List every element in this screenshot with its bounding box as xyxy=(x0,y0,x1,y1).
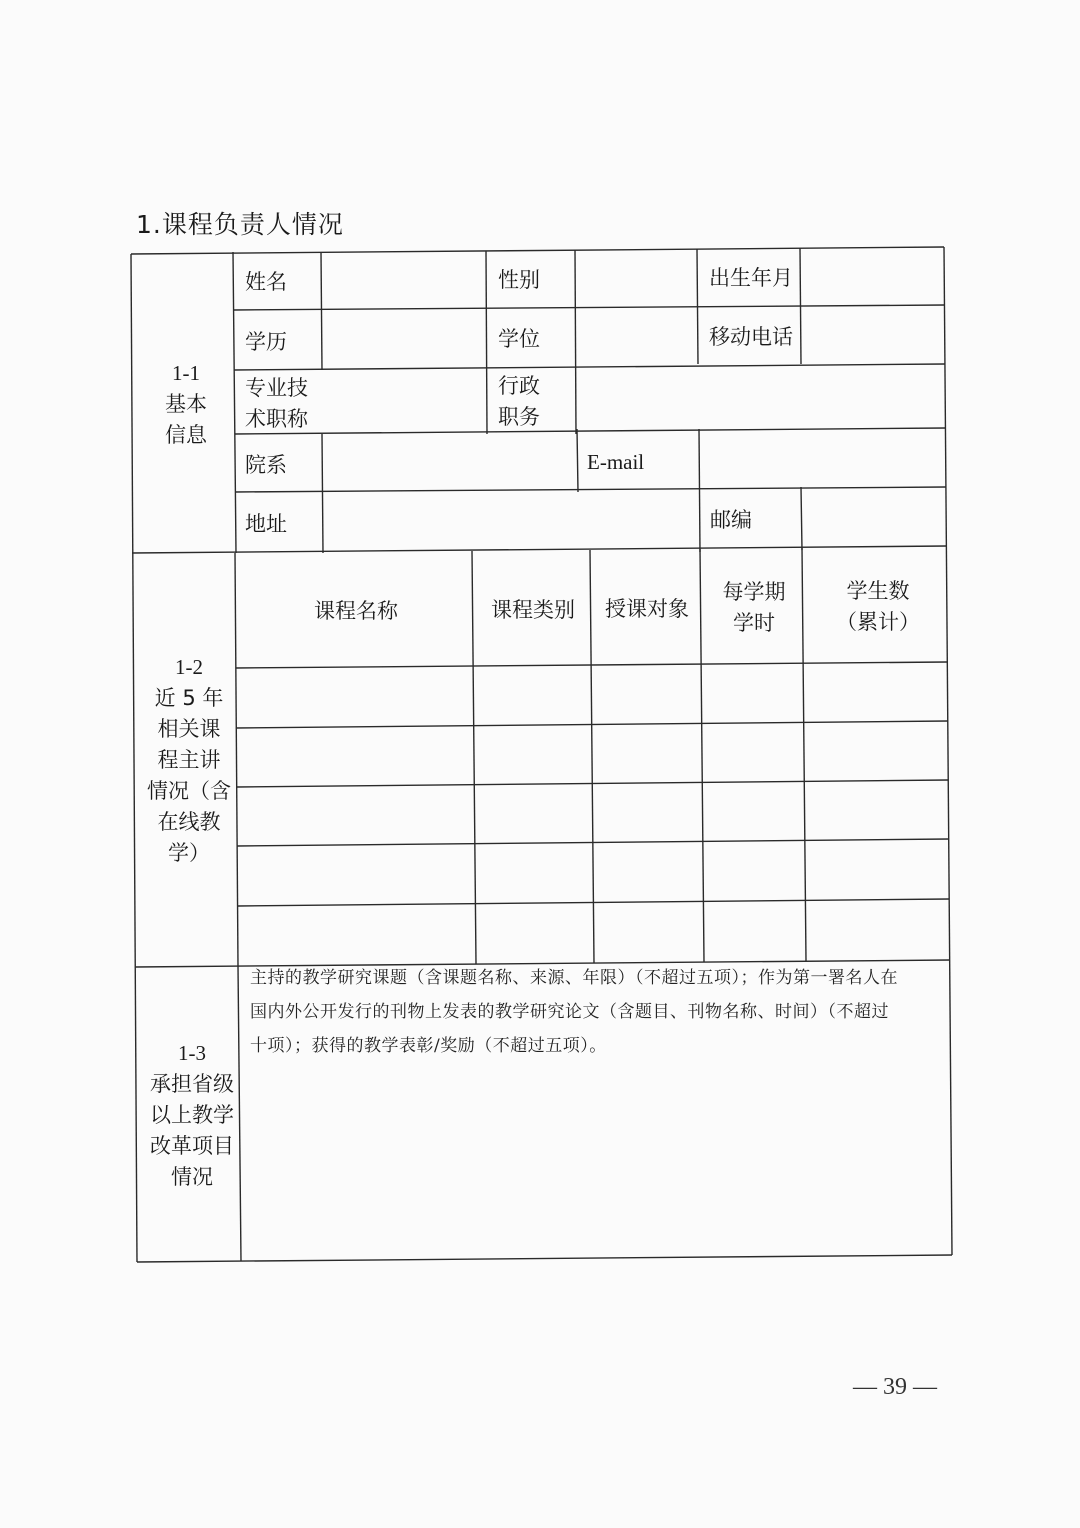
section-1-1-label: 1-1 基本 信息 xyxy=(165,361,207,447)
students-header: 学生数 （累计） xyxy=(836,579,920,634)
degree-label: 学位 xyxy=(498,327,540,351)
course-type-header: 课程类别 xyxy=(491,598,575,622)
section-1-3-label: 1-3 承担省级 以上教学 改革项目 情况 xyxy=(150,1041,234,1189)
instruction-line: 主持的教学研究课题（含课题名称、来源、年限）（不超过五项）；作为第一署名人在 xyxy=(250,968,898,988)
section-title: 1.课程负责人情况 xyxy=(136,210,344,239)
department-label: 院系 xyxy=(245,453,287,477)
section-1-2-label: 1-2 近 5 年 相关课 程主讲 情况（含 在线教 学） xyxy=(147,655,231,865)
mobile-label: 移动电话 xyxy=(709,325,793,349)
birth-date-label: 出生年月 xyxy=(709,266,793,290)
email-label: E-mail xyxy=(587,450,645,474)
address-label: 地址 xyxy=(245,512,287,536)
course-name-header: 课程名称 xyxy=(314,599,398,623)
professional-title-label: 专业技 术职称 xyxy=(245,376,308,431)
audience-header: 授课对象 xyxy=(605,597,689,621)
hours-header: 每学期 学时 xyxy=(722,580,786,635)
postcode-label: 邮编 xyxy=(710,508,752,532)
education-label: 学历 xyxy=(245,330,287,354)
gender-label: 性别 xyxy=(498,268,540,292)
admin-position-label: 行政 职务 xyxy=(498,374,540,429)
page-number: — 39 — xyxy=(853,1374,937,1400)
instruction-line: 国内外公开发行的刊物上发表的教学研究论文（含题目、刊物名称、时间）（不超过 xyxy=(250,1002,889,1022)
instruction-line: 十项）；获得的教学表彰/奖励（不超过五项）。 xyxy=(250,1036,607,1056)
reform-instructions xyxy=(250,961,950,1063)
name-label: 姓名 xyxy=(245,270,287,294)
